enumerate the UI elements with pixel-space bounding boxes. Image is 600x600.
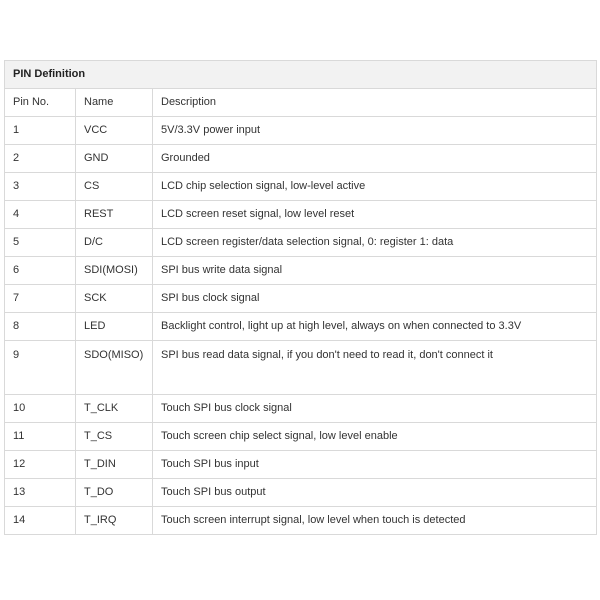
pin-name-cell: LED xyxy=(76,313,153,341)
pin-description-cell: Touch screen chip select signal, low level enable xyxy=(153,423,597,451)
pin-number-cell: 2 xyxy=(5,145,76,173)
pin-number-cell: 6 xyxy=(5,257,76,285)
pin-description-cell: SPI bus clock signal xyxy=(153,285,597,313)
table-title: PIN Definition xyxy=(5,61,597,89)
pin-name-cell: CS xyxy=(76,173,153,201)
pin-number-cell: 5 xyxy=(5,229,76,257)
header-pin-no: Pin No. xyxy=(5,89,76,117)
pin-number-cell: 3 xyxy=(5,173,76,201)
pin-name-cell: VCC xyxy=(76,117,153,145)
pin-number-cell: 14 xyxy=(5,507,76,535)
pin-description-cell: LCD screen register/data selection signal, 0: register 1: data xyxy=(153,229,597,257)
pin-definition-table xyxy=(4,60,597,535)
table-header-row xyxy=(5,89,597,117)
pin-number-cell: 11 xyxy=(5,423,76,451)
pin-description-cell: Touch SPI bus input xyxy=(153,451,597,479)
header-description: Description xyxy=(153,89,597,117)
pin-name-cell: GND xyxy=(76,145,153,173)
table-title-row xyxy=(5,61,597,89)
table-row xyxy=(5,285,597,313)
table-row xyxy=(5,257,597,285)
pin-name-cell: SDI(MOSI) xyxy=(76,257,153,285)
pin-name-cell: SCK xyxy=(76,285,153,313)
pin-name-cell: T_DIN xyxy=(76,451,153,479)
pin-number-cell: 4 xyxy=(5,201,76,229)
table-row xyxy=(5,341,597,395)
pin-name-cell: T_CS xyxy=(76,423,153,451)
pin-description-cell: LCD screen reset signal, low level reset xyxy=(153,201,597,229)
table-row xyxy=(5,229,597,257)
table-row xyxy=(5,313,597,341)
pin-number-cell: 13 xyxy=(5,479,76,507)
pin-number-cell: 1 xyxy=(5,117,76,145)
table-row xyxy=(5,451,597,479)
table-row xyxy=(5,173,597,201)
pin-description-cell: Touch SPI bus clock signal xyxy=(153,395,597,423)
pin-name-cell: REST xyxy=(76,201,153,229)
pin-description-cell: SPI bus read data signal, if you don't need to read it, don't connect it xyxy=(153,341,597,395)
pin-name-cell: T_IRQ xyxy=(76,507,153,535)
table-row xyxy=(5,145,597,173)
table-row xyxy=(5,479,597,507)
pin-number-cell: 7 xyxy=(5,285,76,313)
pin-name-cell: T_DO xyxy=(76,479,153,507)
pin-description-cell: Backlight control, light up at high level, always on when connected to 3.3V xyxy=(153,313,597,341)
pin-number-cell: 10 xyxy=(5,395,76,423)
header-name: Name xyxy=(76,89,153,117)
pin-number-cell: 8 xyxy=(5,313,76,341)
pin-description-cell: Touch screen interrupt signal, low level when touch is detected xyxy=(153,507,597,535)
pin-description-cell: Grounded xyxy=(153,145,597,173)
pin-description-cell: LCD chip selection signal, low-level active xyxy=(153,173,597,201)
table-row xyxy=(5,395,597,423)
pin-number-cell: 12 xyxy=(5,451,76,479)
pin-name-cell: D/C xyxy=(76,229,153,257)
table-row xyxy=(5,507,597,535)
pin-description-cell: 5V/3.3V power input xyxy=(153,117,597,145)
pin-number-cell: 9 xyxy=(5,341,76,395)
pin-name-cell: SDO(MISO) xyxy=(76,341,153,395)
table-row xyxy=(5,201,597,229)
table-row xyxy=(5,117,597,145)
pin-description-cell: Touch SPI bus output xyxy=(153,479,597,507)
pin-name-cell: T_CLK xyxy=(76,395,153,423)
pin-description-cell: SPI bus write data signal xyxy=(153,257,597,285)
table-row xyxy=(5,423,597,451)
